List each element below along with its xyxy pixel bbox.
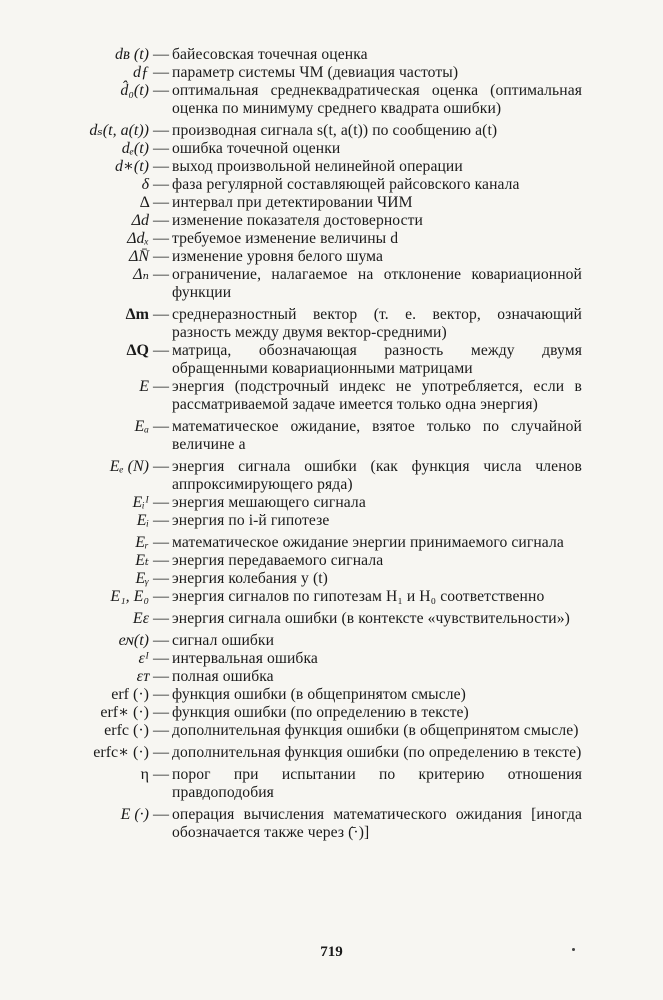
symbol: erfc∗ (·) — bbox=[93, 744, 169, 761]
description: энергия по i-й гипотезе bbox=[172, 512, 330, 529]
symbol: Eᵧ — bbox=[135, 570, 169, 587]
list-item bbox=[0, 122, 663, 140]
list-item bbox=[0, 610, 663, 628]
symbol: eɴ(t) — bbox=[118, 632, 169, 649]
list-item bbox=[0, 230, 663, 248]
symbol: Eₐ — bbox=[134, 418, 169, 435]
list-item bbox=[0, 534, 663, 552]
symbol: erf∗ (·) — bbox=[100, 704, 169, 721]
symbol: E₁, E₀ — bbox=[110, 588, 169, 605]
symbol: E — bbox=[139, 378, 169, 395]
symbol: Eₑ (N) — bbox=[109, 458, 169, 475]
symbol: Δd — bbox=[131, 212, 169, 229]
symbol: dₑ(t) — bbox=[121, 140, 169, 157]
list-item bbox=[0, 766, 663, 802]
description: изменение уровня белого шума bbox=[172, 248, 384, 265]
symbol: Δₙ — bbox=[133, 266, 169, 283]
symbol: Δdₓ — bbox=[127, 230, 169, 247]
symbol: erf (·) — bbox=[111, 686, 169, 703]
symbol: Eᵢ — bbox=[136, 512, 169, 529]
list-item bbox=[0, 378, 663, 414]
symbol: erfc (·) — bbox=[104, 722, 169, 739]
list-item bbox=[0, 82, 663, 118]
description: математическое ожидание, взятое только по случайной величине a bbox=[172, 418, 582, 453]
symbol: dƒ — bbox=[133, 64, 169, 81]
list-item bbox=[0, 140, 663, 158]
list-item bbox=[0, 650, 663, 668]
description: выход произвольной нелинейной операции bbox=[172, 158, 463, 175]
notation-list bbox=[0, 46, 663, 842]
page-number: 719 bbox=[320, 944, 343, 960]
list-item bbox=[0, 266, 663, 302]
list-item bbox=[0, 632, 663, 650]
description: интервал при детектировании ЧИМ bbox=[172, 194, 413, 211]
description: энергия колебания y (t) bbox=[172, 570, 328, 587]
symbol: εᴛ — bbox=[136, 668, 169, 685]
list-item bbox=[0, 722, 663, 740]
list-item bbox=[0, 248, 663, 266]
list-item bbox=[0, 458, 663, 494]
list-item bbox=[0, 194, 663, 212]
description: требуемое изменение величины d bbox=[172, 230, 399, 247]
list-item bbox=[0, 686, 663, 704]
description: ограничение, налагаемое на отклонение ковариационной функции bbox=[172, 266, 582, 301]
symbol: εᴵ — bbox=[138, 650, 169, 667]
symbol: ΔN̄ — bbox=[128, 248, 169, 265]
list-item bbox=[0, 64, 663, 82]
description: энергия сигналов по гипотезам H₁ и H₀ соответственно bbox=[172, 588, 545, 605]
list-item bbox=[0, 46, 663, 64]
description: оптимальная среднеквадратическая оценка (оптимальная оценка по минимуму среднего квадрата ошибки) bbox=[172, 82, 582, 117]
description: энергия сигнала ошибки (как функция числа членов аппроксимирующего ряда) bbox=[172, 458, 582, 493]
symbol: d̂₀(t) — bbox=[120, 82, 169, 99]
description: изменение показателя достоверности bbox=[172, 212, 423, 229]
symbol: η — bbox=[140, 766, 169, 783]
description: производная сигнала s(t, a(t)) по сообщению a(t) bbox=[172, 122, 498, 139]
description: энергия мешающего сигнала bbox=[172, 494, 366, 511]
description: энергия сигнала ошибки (в контексте «чувствительности») bbox=[172, 610, 570, 627]
symbol: δ — bbox=[141, 176, 169, 193]
description: энергия (подстрочный индекс не употребляется, если в рассматриваемой задаче имеется только одна энергия) bbox=[172, 378, 582, 413]
list-item bbox=[0, 512, 663, 530]
list-item bbox=[0, 342, 663, 378]
list-item bbox=[0, 570, 663, 588]
list-item bbox=[0, 588, 663, 606]
symbol: E (·) — bbox=[120, 806, 169, 823]
symbol: Eₜ — bbox=[135, 552, 169, 569]
symbol: ΔQ — bbox=[126, 342, 169, 359]
list-item bbox=[0, 806, 663, 842]
symbol: Δm — bbox=[125, 306, 169, 323]
symbol: d∗(t) — bbox=[115, 158, 169, 175]
description: дополнительная функция ошибки (в общепринятом смысле) bbox=[172, 722, 579, 739]
symbol: Eᵢᴵ — bbox=[132, 494, 169, 511]
symbol: Eᵣ — bbox=[135, 534, 169, 551]
list-item bbox=[0, 306, 663, 342]
list-item bbox=[0, 552, 663, 570]
description: полная ошибка bbox=[172, 668, 274, 685]
list-item bbox=[0, 418, 663, 454]
description: функция ошибки (в общепринятом смысле) bbox=[172, 686, 466, 703]
list-item bbox=[0, 668, 663, 686]
description: байесовская точечная оценка bbox=[172, 46, 368, 63]
description: порог при испытании по критерию отношения правдоподобия bbox=[172, 766, 582, 801]
description: интервальная ошибка bbox=[172, 650, 318, 667]
list-item bbox=[0, 494, 663, 512]
description: параметр системы ЧМ (девиация частоты) bbox=[172, 64, 459, 81]
description: операция вычисления математического ожидания [иногда обозначается также через (̄·)] bbox=[172, 806, 582, 841]
symbol: Eε — bbox=[132, 610, 169, 627]
list-item bbox=[0, 704, 663, 722]
description: энергия передаваемого сигнала bbox=[172, 552, 384, 569]
description: матрица, обозначающая разность между двумя обращенными ковариационными матрицами bbox=[172, 342, 582, 377]
list-item bbox=[0, 744, 663, 762]
description: ошибка точечной оценки bbox=[172, 140, 341, 157]
list-item bbox=[0, 176, 663, 194]
list-item bbox=[0, 212, 663, 230]
description: фаза регулярной составляющей райсовского канала bbox=[172, 176, 520, 193]
description: среднеразностный вектор (т. е. вектор, означающий разность между двумя вектор-средними) bbox=[172, 306, 582, 341]
description: функция ошибки (по определению в тексте) bbox=[172, 704, 469, 721]
list-item bbox=[0, 158, 663, 176]
description: сигнал ошибки bbox=[172, 632, 275, 649]
symbol: dₛ(t, a(t)) — bbox=[89, 122, 169, 139]
print-speck bbox=[572, 948, 575, 951]
description: математическое ожидание энергии принимаемого сигнала bbox=[172, 534, 564, 551]
description: дополнительная функция ошибки (по определению в тексте) bbox=[172, 744, 582, 761]
symbol: dʙ (t) — bbox=[115, 46, 169, 63]
symbol: Δ — bbox=[139, 194, 169, 211]
